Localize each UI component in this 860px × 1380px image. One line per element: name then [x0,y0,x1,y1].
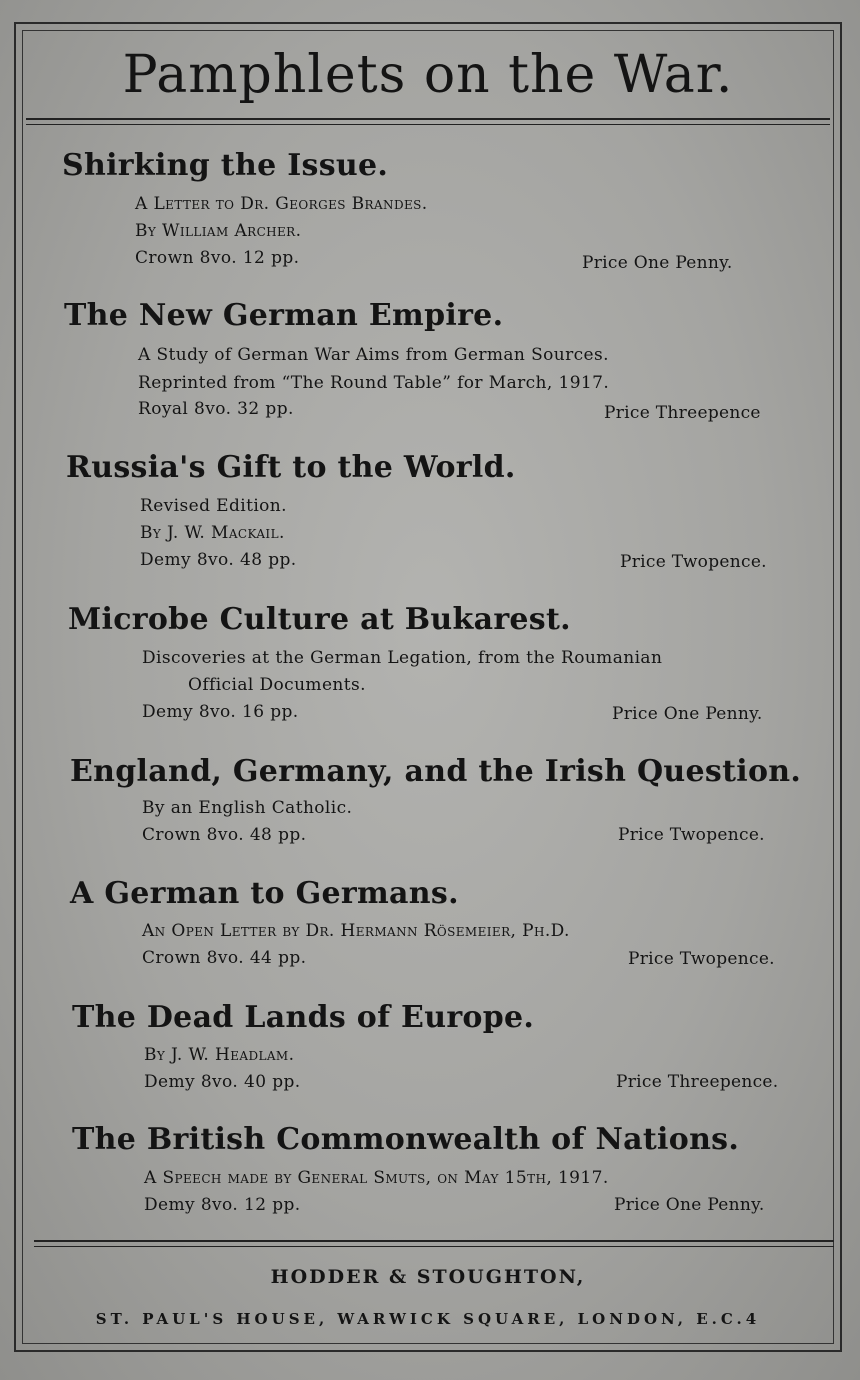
pamphlet-detail-line: By J. W. Headlam. [144,1045,295,1065]
pamphlet-detail-line: Discoveries at the German Legation, from the Roumanian [142,648,663,668]
pamphlet-detail-line: By J. W. Mackail. [140,523,285,543]
publisher-name: HODDER & STOUGHTON, [270,1266,586,1288]
title-rule-top [26,118,830,120]
pamphlet-price: Price Twopence. [618,825,765,845]
pamphlet-detail-line: A Speech made by General Smuts, on May 15th, 1917. [144,1168,609,1188]
pamphlet-detail-line: Revised Edition. [140,496,287,516]
footer-rule-bottom [34,1246,834,1247]
pamphlet-detail-line: A Letter to Dr. Georges Brandes. [135,194,428,214]
pamphlet-detail-line: Reprinted from “The Round Table” for March, 1917. [138,373,610,393]
pamphlet-detail-line: By William Archer. [135,221,302,241]
pamphlet-format: Demy 8vo. 48 pp. [140,550,297,570]
page-title: Pamphlets on the War. [122,45,734,105]
pamphlet-price: Price Threepence. [616,1072,779,1092]
publisher-address: ST. PAUL'S HOUSE, WARWICK SQUARE, LONDON, E.C.4 [95,1310,761,1328]
pamphlet-detail-line: An Open Letter by Dr. Hermann Rösemeier, Ph.D. [142,921,570,941]
pamphlet-title: Microbe Culture at Bukarest. [68,602,571,637]
pamphlet-format: Crown 8vo. 44 pp. [142,948,307,968]
pamphlet-format: Crown 8vo. 48 pp. [142,825,307,845]
pamphlet-detail-line: A Study of German War Aims from German Sources. [138,345,609,365]
pamphlet-title: Shirking the Issue. [62,148,389,183]
pamphlet-title: The Dead Lands of Europe. [72,1000,535,1035]
pamphlet-price: Price One Penny. [614,1195,765,1215]
pamphlet-format: Royal 8vo. 32 pp. [138,399,294,419]
pamphlet-price: Price One Penny. [582,253,733,273]
pamphlet-price: Price One Penny. [612,704,763,724]
pamphlet-detail-line: By an English Catholic. [142,798,353,818]
pamphlet-format: Crown 8vo. 12 pp. [135,248,300,268]
pamphlet-price: Price Twopence. [620,552,767,572]
pamphlet-title: The New German Empire. [64,298,504,333]
pamphlet-format: Demy 8vo. 12 pp. [144,1195,301,1215]
pamphlet-format: Demy 8vo. 16 pp. [142,702,299,722]
pamphlet-detail-line: Official Documents. [188,675,366,695]
pamphlet-title: The British Commonwealth of Nations. [72,1122,740,1157]
pamphlet-price: Price Twopence. [628,949,775,969]
pamphlet-price: Price Threepence [604,403,761,423]
footer-rule-top [34,1240,834,1242]
title-rule-bottom [26,124,830,125]
pamphlet-format: Demy 8vo. 40 pp. [144,1072,301,1092]
pamphlet-title: Russia's Gift to the World. [66,450,516,485]
pamphlet-title: England, Germany, and the Irish Question. [70,754,802,789]
pamphlet-title: A German to Germans. [70,876,459,911]
